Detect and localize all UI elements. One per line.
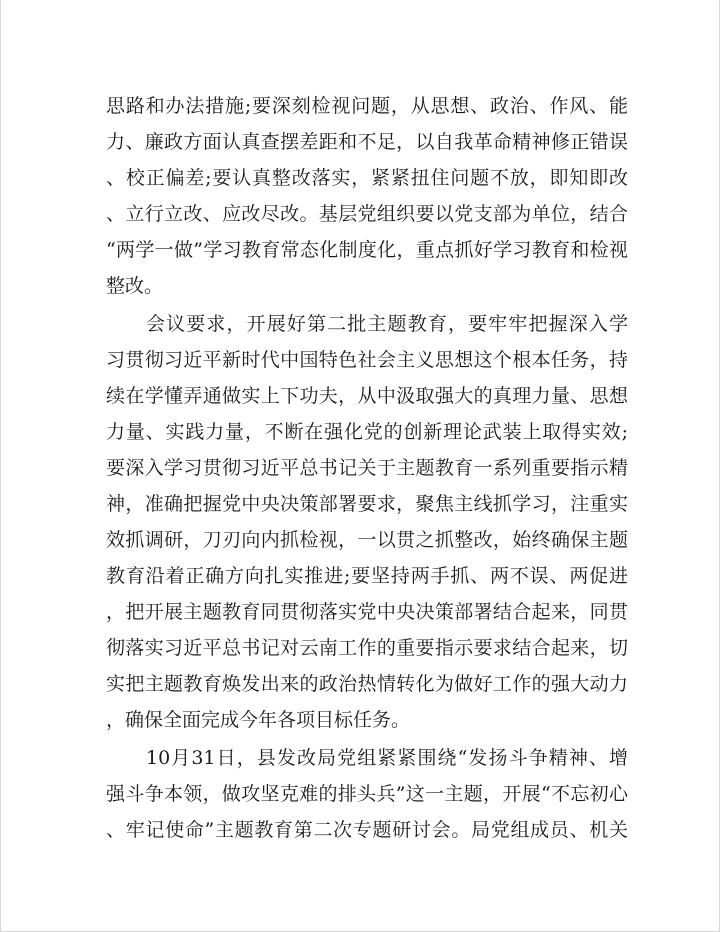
text-line: 实把主题教育焕发出来的政治热情转化为做好工作的强大动力 [106, 673, 628, 695]
text-line: ，把开展主题教育同贯彻落实党中央决策部署结合起来，同贯 [106, 601, 628, 623]
text-line: 神，准确把握党中央决策部署要求，聚焦主线抓学习，注重实 [106, 493, 628, 515]
paragraph-2 [106, 306, 628, 738]
text-line: 习贯彻习近平新时代中国特色社会主义思想这个根本任务，持 [106, 349, 628, 371]
document-body [106, 88, 628, 848]
text-line: 、立行立改、应改尽改。基层党组织要以党支部为单位，结合 [106, 203, 628, 225]
text-line: 效抓调研，刀刃向内抓检视，一以贯之抓整改，始终确保主题 [106, 529, 628, 551]
text-line: 续在学懂弄通做实上下功夫，从中汲取强大的真理力量、思想 [106, 385, 628, 407]
text-line: 彻落实习近平总书记对云南工作的重要指示要求结合起来，切 [106, 637, 628, 659]
text-line: ，确保全面完成今年各项目标任务。 [106, 709, 411, 731]
text-line: 力、廉政方面认真查摆差距和不足，以自我革命精神修正错误 [106, 131, 628, 153]
text-line: “两学一做”学习教育常态化制度化，重点抓好学习教育和检视 [106, 239, 628, 261]
text-line: 强斗争本领，做攻坚克难的排头兵”这一主题，开展“不忘初心 [106, 783, 628, 805]
text-line: 力量、实践力量，不断在强化党的创新理论武装上取得实效; [106, 421, 628, 443]
text-line: 会议要求，开展好第二批主题教育，要牢牢把握深入学 [146, 313, 628, 335]
text-line: 教育沿着正确方向扎实推进;要坚持两手抓、两不误、两促进 [106, 565, 628, 587]
paragraph-1 [106, 88, 628, 304]
text-line: 整改。 [106, 275, 164, 297]
text-line: 要深入学习贯彻习近平总书记关于主题教育一系列重要指示精 [106, 457, 628, 479]
text-line: 10月31日，县发改局党组紧紧围绕“发扬斗争精神、增 [146, 747, 628, 769]
paragraph-3 [106, 740, 628, 848]
text-line: 、牢记使命”主题教育第二次专题研讨会。局党组成员、机关 [106, 819, 628, 841]
text-line: 思路和办法措施;要深刻检视问题，从思想、政治、作风、能 [106, 95, 628, 117]
text-line: 、校正偏差;要认真整改落实，紧紧扭住问题不放，即知即改 [106, 167, 628, 189]
